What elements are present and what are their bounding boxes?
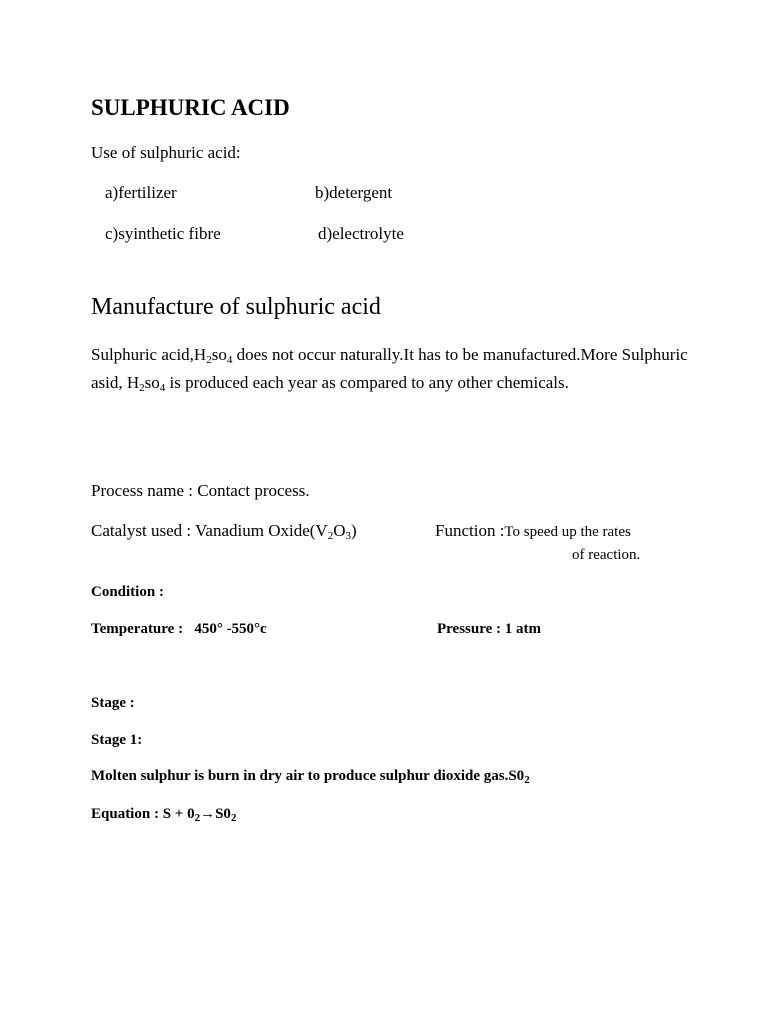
catalyst-sub-1: 2 <box>327 530 334 542</box>
temperature-line: Temperature : 450° -550°c <box>91 621 267 637</box>
use-item-b: b)detergent <box>315 183 393 202</box>
function-text-1: To speed up the rates <box>504 524 631 540</box>
para-sub-3: 2 <box>139 382 145 394</box>
para-sub-1: 2 <box>206 354 212 366</box>
process-name: Process name : Contact process. <box>91 481 310 500</box>
equation-line <box>91 806 236 823</box>
stage1-text-sub: 2 <box>524 774 530 786</box>
para-text-5: is produced each year as compared to any other chemicals. <box>165 373 569 392</box>
document-title: SULPHURIC ACID <box>91 95 290 120</box>
condition-heading: Condition : <box>91 584 164 600</box>
para-text-2: so <box>211 345 227 364</box>
catalyst-mid: O <box>333 521 346 540</box>
para-text-3: does not occur naturally.It has to be manufactured.More Sulphuric asid, H <box>91 345 688 392</box>
equation-part-1: Equation : S + 0 <box>91 806 195 822</box>
para-sub-2: 4 <box>226 354 233 366</box>
catalyst-line <box>91 521 357 541</box>
stage1-heading: Stage 1: <box>91 732 143 748</box>
manufacture-heading: Manufacture of sulphuric acid <box>91 294 381 320</box>
equation-sub-1: 2 <box>194 812 201 824</box>
para-sub-4: 4 <box>159 382 166 394</box>
para-text-4: so <box>144 373 160 392</box>
stage1-text-main: Molten sulphur is burn in dry air to produce sulphur dioxide gas.S0 <box>91 768 525 784</box>
catalyst-label: Catalyst used : Vanadium Oxide(V <box>91 521 328 540</box>
pressure-line: Pressure : 1 atm <box>437 621 542 637</box>
use-item-d: d)electrolyte <box>318 224 404 243</box>
uses-heading: Use of sulphuric acid: <box>91 143 241 162</box>
function-text-2: of reaction. <box>572 547 641 563</box>
catalyst-end: ) <box>351 521 357 540</box>
equation-part-2: →S0 <box>200 806 231 822</box>
use-item-c: c)syinthetic fibre <box>105 224 221 243</box>
use-item-a: a)fertilizer <box>105 183 177 202</box>
stage1-text <box>91 768 530 785</box>
stage-heading: Stage : <box>91 695 135 711</box>
manufacture-paragraph <box>91 341 691 397</box>
equation-sub-2: 2 <box>230 812 237 824</box>
catalyst-sub-2: 3 <box>345 530 351 542</box>
para-text-1: Sulphuric acid,H <box>91 345 207 364</box>
function-line <box>435 521 631 541</box>
function-label: Function : <box>435 521 505 540</box>
